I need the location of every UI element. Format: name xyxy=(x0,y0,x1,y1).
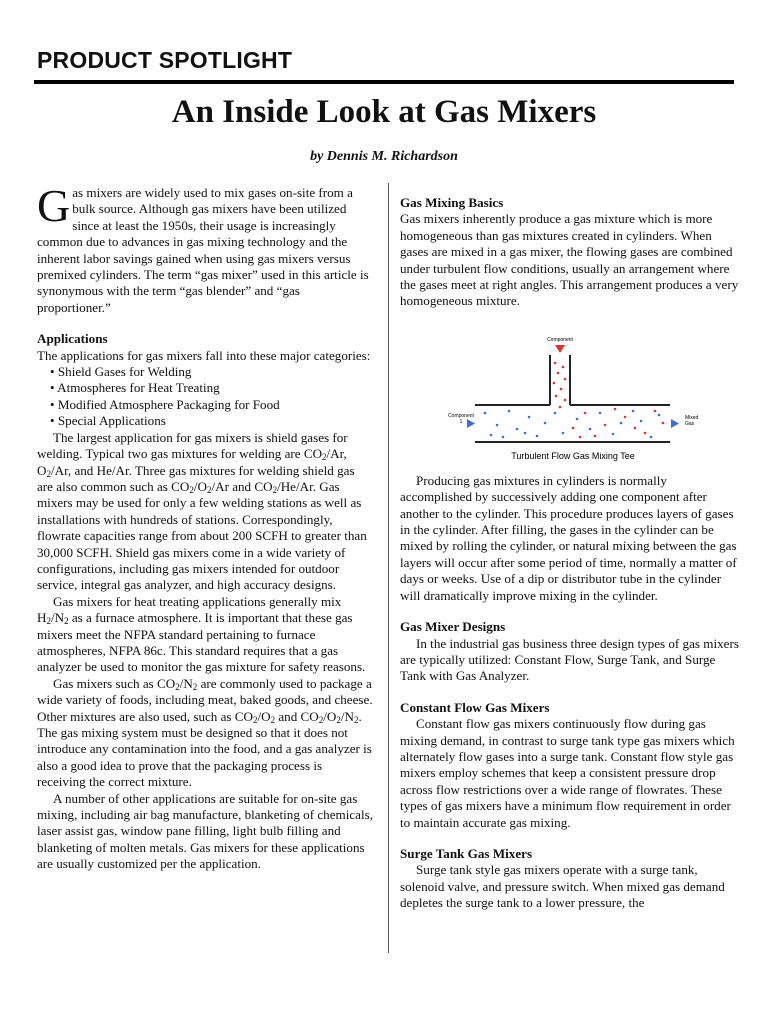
mixed-arrow-icon xyxy=(671,419,679,428)
red-arrow-icon xyxy=(555,345,565,353)
section-kicker: PRODUCT SPOTLIGHT xyxy=(37,47,293,73)
applications-intro: The applications for gas mixers fall into these major categories: xyxy=(37,347,371,363)
list-item: • Atmospheres for Heat Treating xyxy=(50,380,373,396)
figure-caption: Turbulent Flow Gas Mixing Tee xyxy=(511,450,635,461)
food-packaging-paragraph: Gas mixers such as $CO_2/N_2$ are commonly used to package a wide variety of foods, including meat, baked goods, and cheese. Other mixtures are also used, such as $CO_2/O_2$ and $CO_2/O_2/N_2$. The gas mixing system must be designed so that it does not introduce any contamination into the food, and a gas analyzer is also a good idea to prove that the packaging process is receiving the correct mixture. xyxy=(37,675,373,790)
svg-text:Gas: Gas xyxy=(685,420,695,427)
header-rule xyxy=(34,80,734,84)
constant-flow-heading: Constant Flow Gas Mixers xyxy=(400,699,550,715)
drop-cap: G xyxy=(37,180,71,231)
mixing-tee-figure xyxy=(445,333,699,463)
constant-flow-paragraph: Constant flow gas mixers continuously flow during gas mixing demand, in contrast to surge tank type gas mixers which alternately flow gases into a surge tank. Constant flow style gas mixers employ schemes that keep a consistent pressure drop across flow restrictions over a wide range of flowrates. These types of gas mixers have a minimum flow requirement in order to maintain accurate gas mixing. xyxy=(400,716,735,830)
right-column xyxy=(400,195,742,912)
designs-paragraph: In the industrial gas business three design types of gas mixers are typically utilized: Constant Flow, Surge Tank, and Surge Tank with Gas Analyzer. xyxy=(400,635,739,684)
left-column xyxy=(37,180,373,873)
basics-paragraph: Gas mixers inherently produce a gas mixture which is more homogeneous than gas mixtures created in cylinders. When gases are mixed in a gas mixer, the flowing gases are combined under turbulent flow conditions, usually an arrangement where the gases meet at right angles. This arrangement produces a very homogeneous mixture. xyxy=(400,211,739,309)
svg-text:1: 1 xyxy=(459,418,463,425)
blue-arrow-icon xyxy=(467,419,475,428)
list-item: • Shield Gases for Welding xyxy=(50,364,373,380)
intro-paragraph: Gas mixers are widely used to mix gases on-site from a bulk source. Although gas mixers have been utilized since at least the 1950s, their usage is increasingly common due to advances in gas mixing technology and the inherent labor savings gained when using gas mixers versus premixed cylinders. The term “gas mixer” used in this article is synonymous with the term “gas blender” and “gas proportioner.” xyxy=(37,180,369,315)
list-item: • Modified Atmosphere Packaging for Food xyxy=(50,397,373,413)
label-mixed-gas: Mixed xyxy=(685,414,699,421)
byline: by Dennis M. Richardson xyxy=(310,149,458,164)
list-item: • Special Applications xyxy=(50,413,373,429)
label-component-left: Component xyxy=(448,412,474,419)
article-title: An Inside Look at Gas Mixers xyxy=(171,94,597,130)
heat-treating-paragraph: Gas mixers for heat treating applications generally mix $H_2/N_2$ as a furnace atmosphere. It is important that these gas mixers meet the NFPA standard pertaining to furnace atmospheres, NFPA 86c. This standard requires that a gas analyzer be used to monitor the gas mixture for safety reasons. xyxy=(37,593,366,675)
surge-tank-heading: Surge Tank Gas Mixers xyxy=(400,845,533,861)
label-component-top: Component xyxy=(547,336,573,343)
applications-heading: Applications xyxy=(37,331,108,347)
basics-heading: Gas Mixing Basics xyxy=(400,195,504,210)
surge-tank-paragraph: Surge tank style gas mixers operate with a surge tank, solenoid valve, and pressure switch. When mixed gas demand depletes the surge tank to a lower pressure, the xyxy=(400,862,725,911)
cylinders-paragraph: Producing gas mixtures in cylinders is normally accomplished by successively adding one component after another to the cylinder. This procedure produces layers of gases in the cylinder. After filling, the gases in the cylinder can be mixed by rolling the cylinder, or natural mixing between the gas layers will occur after some period of time, normally a matter of days or weeks. Use of a dip or distributor tube in the cylinder will dramatically improve mixing in the cylinder. xyxy=(400,472,737,603)
designs-heading: Gas Mixer Designs xyxy=(400,619,506,635)
column-divider xyxy=(388,183,389,953)
mixing-tee-diagram xyxy=(445,333,699,463)
welding-paragraph: The largest application for gas mixers is shield gases for welding. Typical two gas mixtures for welding are $CO_2/Ar$, $O_2/Ar$, and He/Ar. Three gas mixtures for welding shield gas are also common such as $CO_2/O_2/Ar$ and $CO_2/He/Ar$. Gas mixers may be used for only a few welding stations as well as installations with hundreds of stations. Correspondingly, flowrate capacities range from about 200 SCFH to greater than 30,000 SCFH. Shield gas mixers come in a wide variety of configurations, including gas mixers intended for outdoor service, integral gas analyzer, and high accuracy designs. xyxy=(37,429,367,593)
applications-list xyxy=(37,364,373,430)
other-applications-paragraph: A number of other applications are suitable for on-site gas mixing, including air bag manufacture, blanketing of chemicals, laser assist gas, window pane filling, light bulb filling and blanketing of molten metals. Gas mixers for these applications are usually customized per the application. xyxy=(37,790,373,872)
